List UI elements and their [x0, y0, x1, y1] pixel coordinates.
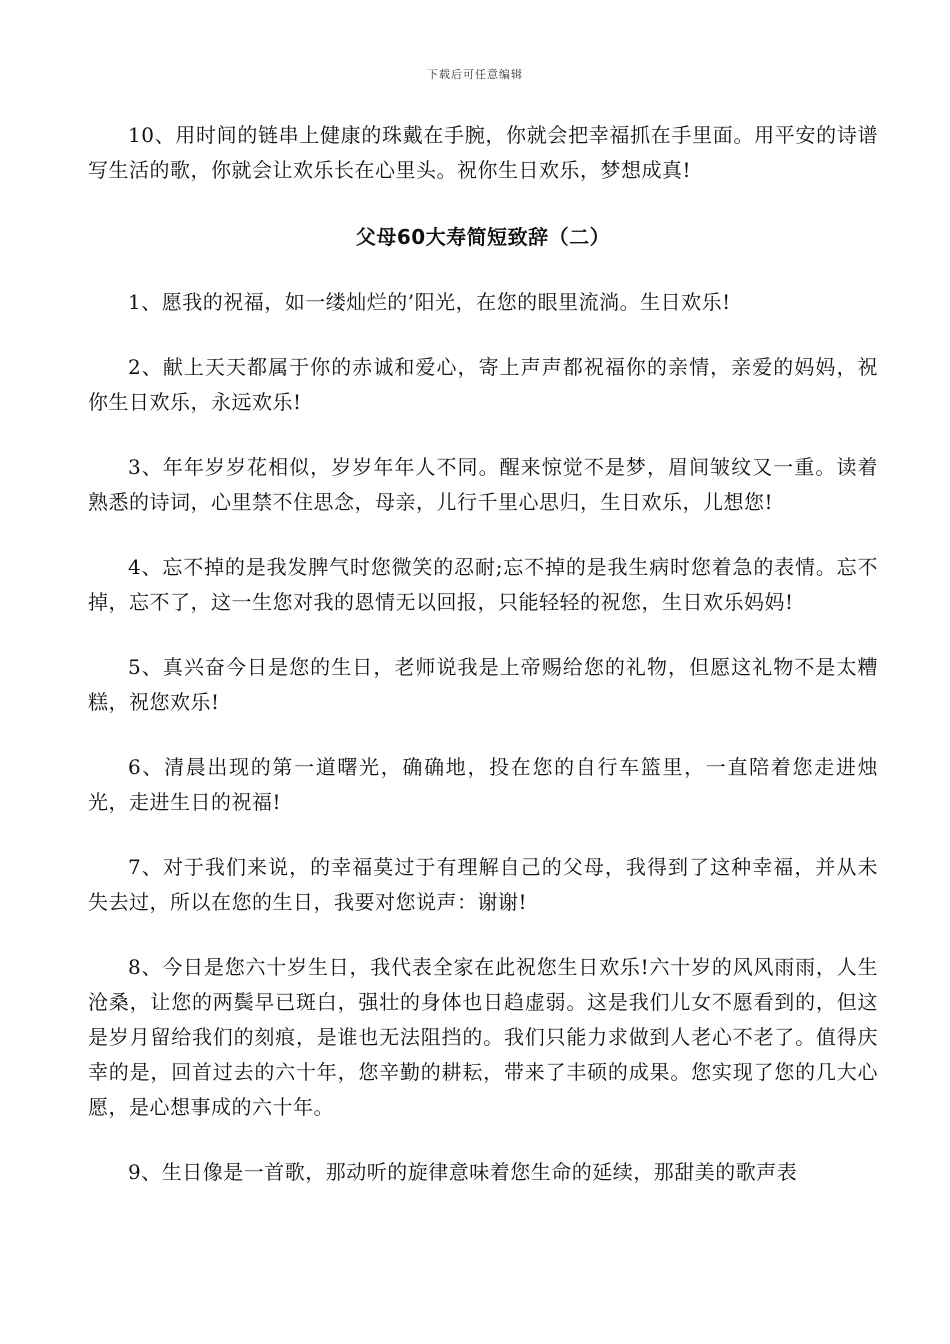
list-item: 4、忘不掉的是我发脾气时您微笑的忍耐;忘不掉的是我生病时您着急的表情。忘不掉，忘不了，这一生您对我的恩情无以回报，只能轻轻的祝您，生日欢乐妈妈! — [88, 555, 878, 614]
document-body — [88, 118, 878, 1190]
paragraph-10: 10、用时间的链串上健康的珠戴在手腕，你就会把幸福抓在手里面。用平安的诗谱写生活的歌，你就会让欢乐长在心里头。祝你生日欢乐，梦想成真! — [88, 123, 878, 182]
header-note: 下载后可任意编辑 — [427, 68, 523, 81]
list-item: 2、献上天天都属于你的赤诚和爱心，寄上声声都祝福你的亲情，亲爱的妈妈，祝你生日欢乐，永远欢乐! — [88, 355, 878, 414]
list-item: 5、真兴奋今日是您的生日，老师说我是上帝赐给您的礼物，但愿这礼物不是太糟糕，祝您欢乐! — [88, 655, 878, 714]
list-item: 7、对于我们来说，的幸福莫过于有理解自己的父母，我得到了这种幸福，并从未失去过，所以在您的生日，我要对您说声：谢谢! — [88, 855, 878, 914]
list-item: 6、清晨出现的第一道曙光，确确地，投在您的自行车篮里，一直陪着您走进烛光，走进生日的祝福! — [88, 755, 878, 814]
list-item: 3、年年岁岁花相似，岁岁年年人不同。醒来惊觉不是梦，眉间皱纹又一重。读着熟悉的诗词，心里禁不住思念，母亲，儿行千里心思归，生日欢乐，儿想您! — [88, 455, 878, 514]
list-item: 9、生日像是一首歌，那动听的旋律意味着您生命的延续，那甜美的歌声表 — [128, 1160, 798, 1184]
list-item: 1、愿我的祝福，如一缕灿烂的’阳光，在您的眼里流淌。生日欢乐! — [128, 290, 731, 314]
list-item: 8、今日是您六十岁生日，我代表全家在此祝您生日欢乐!六十岁的风风雨雨，人生沧桑，让您的两鬓早已斑白，强壮的身体也日趋虚弱。这是我们儿女不愿看到的，但这是岁月留给我们的刻痕，是谁也无法阻挡的。我们只能力求做到人老心不老了。值得庆幸的是，回首过去的六十年，您辛勤的耕耘，带来了丰硕的成果。您实现了您的几大心愿，是心想事成的六十年。 — [88, 955, 878, 1119]
section-title: 父母60大寿简短致辞（二） — [355, 225, 611, 249]
